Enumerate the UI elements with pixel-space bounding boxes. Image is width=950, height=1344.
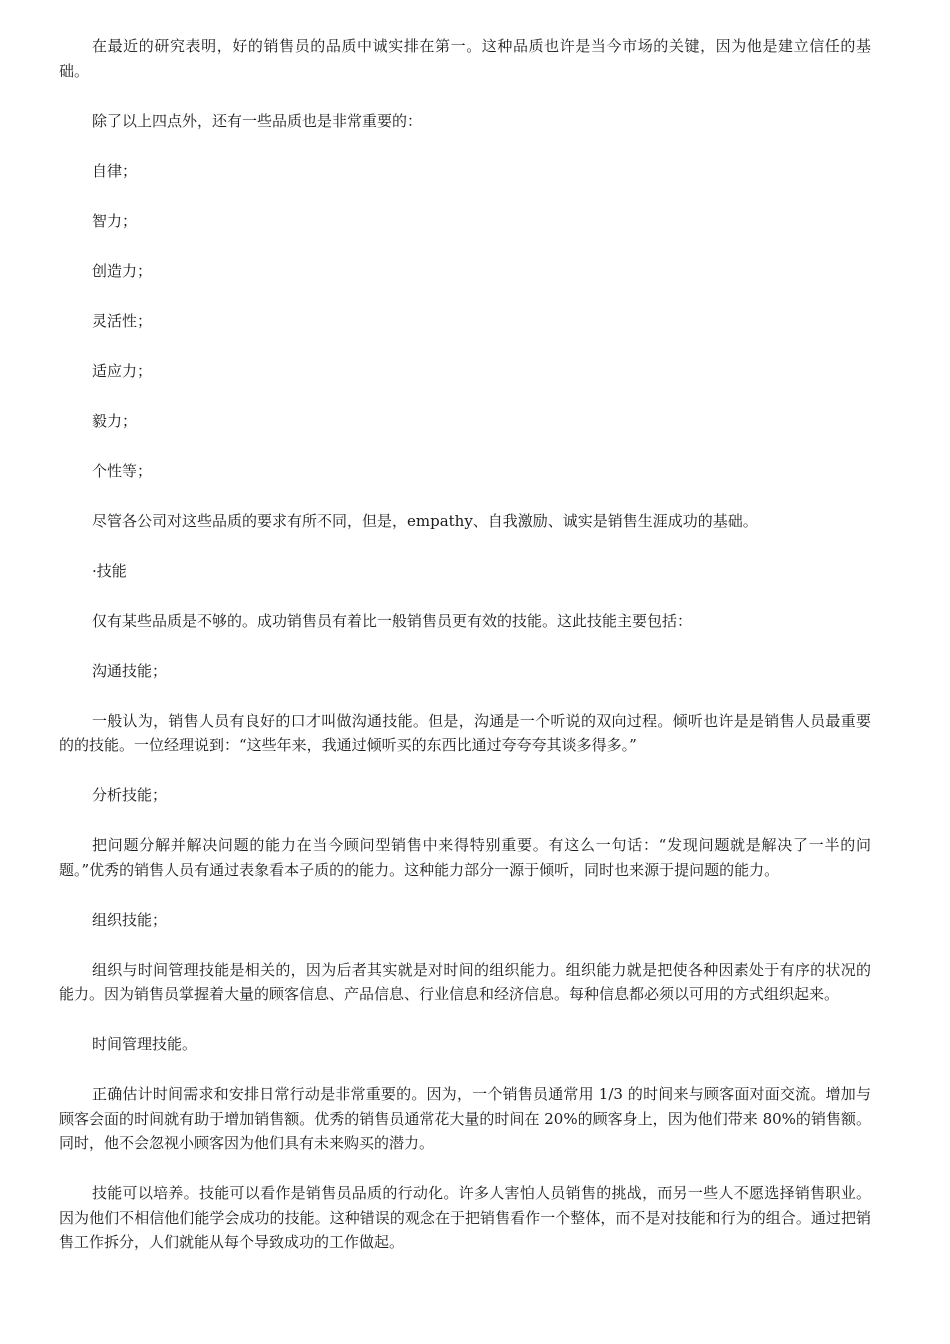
- section-heading-skills: ·技能: [92, 561, 127, 580]
- list-item-self-discipline: 自律；: [92, 161, 138, 180]
- subheading-communication: 沟通技能；: [92, 661, 168, 680]
- list-item-perseverance: 毅力；: [92, 411, 138, 430]
- subheading-organization: 组织技能；: [92, 910, 168, 929]
- paragraph-skills-trainable: 技能可以培养。技能可以看作是销售员品质的行动化。许多人害怕人员销售的挑战，而另一些人不愿选择销售职业。因为他们不相信他们能学会成功的技能。这种错误的观念在于把销售看作一个整体，而不是对技能和行为的组合。通过把销售工作拆分，人们就能从每个导致成功的工作做起。: [59, 1184, 871, 1251]
- paragraph-organization: 组织与时间管理技能是相关的，因为后者其实就是对时间的组织能力。组织能力就是把使各种因素处于有序的状况的能力。因为销售员掌握着大量的顾客信息、产品信息、行业信息和经济信息。每种信息都必须以可用的方式组织起来。: [59, 960, 871, 1003]
- subheading-time-management: 时间管理技能。: [92, 1035, 198, 1053]
- paragraph-honesty: 在最近的研究表明，好的销售员的品质中诚实排在第一。这种品质也许是当今市场的关键，因为他是建立信任的基础。: [59, 37, 871, 80]
- list-item-adaptability: 适应力；: [92, 361, 153, 380]
- list-item-intelligence: 智力；: [92, 211, 138, 230]
- paragraph-foundation: 尽管各公司对这些品质的要求有所不同，但是，empathy、自我激励、诚实是销售生涯成功的基础。: [92, 511, 758, 530]
- list-item-creativity: 创造力；: [92, 261, 153, 280]
- list-item-flexibility: 灵活性；: [92, 311, 153, 330]
- paragraph-other-qualities: 除了以上四点外，还有一些品质也是非常重要的：: [92, 111, 423, 130]
- paragraph-time-management: 正确估计时间需求和安排日常行动是非常重要的。因为，一个销售员通常用 1/3 的时间来与顾客面对面交流。增加与顾客会面的时间就有助于增加销售额。优秀的销售员通常花大量的时间在 20%的顾客身上，因为他们带来 80%的销售额。同时，他不会忽视小顾客因为他们具有未来购买的潜力。: [59, 1085, 871, 1152]
- paragraph-analysis: 把问题分解并解决问题的能力在当今顾问型销售中来得特别重要。有这么一句话：“发现问题就是解决了一半的问题。”优秀的销售人员有通过表象看本子质的的能力。这种能力部分一源于倾听，同时也来源于提问题的能力。: [59, 836, 871, 879]
- paragraph-skills-intro: 仅有某些品质是不够的。成功销售员有着比一般销售员更有效的技能。这此技能主要包括：: [92, 611, 693, 630]
- document-page: [59, 34, 871, 1280]
- subheading-analysis: 分析技能；: [92, 786, 168, 804]
- list-item-personality: 个性等；: [92, 461, 153, 480]
- paragraph-communication: 一般认为，销售人员有良好的口才叫做沟通技能。但是，沟通是一个听说的双向过程。倾听也许是是销售人员最重要的的技能。一位经理说到：“这些年来，我通过倾听买的东西比通过夸夸夸其谈多得多。”: [59, 711, 871, 754]
